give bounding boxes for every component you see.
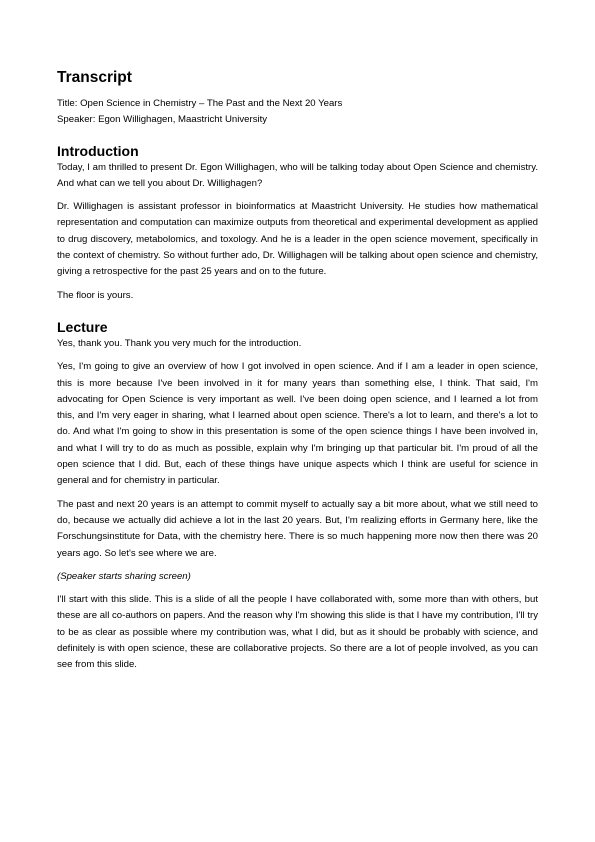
paragraph: Yes, thank you. Thank you very much for the introduction. [57, 337, 302, 349]
speaker-line: Speaker: Egon Willighagen, Maastricht University [57, 114, 268, 126]
document-page [57, 68, 538, 688]
paragraph: Today, I am thrilled to present Dr. Egon Willighagen, who will be talking today about Open Science and chemistry. And what can we tell you about Dr. Willighagen? [57, 161, 538, 189]
document-meta [57, 96, 538, 129]
paragraph: Dr. Willighagen is assistant professor in bioinformatics at Maastricht University. He studies how mathematical representation and computation can maximize outputs from theoretical and experimental development as applied to drug discovery, metabolomics, and toxology. And he is a leader in the open science movement, specifically in the context of chemistry. So without further ado, Dr. Willighagen will be talking about open science and chemistry, giving a retrospective for the past 25 years and on to the future. [57, 201, 538, 278]
paragraph: I'll start with this slide. This is a slide of all the people I have collaborated with, some more than with others, but these are all co-authors on papers. And the reason why I'm showing this slide is that I have my contribution, I'll try to be as clear as possible where my contribution was, what I did, but as it should be probably with science, and definitely is with open science, these are collaborative projects. So there are a lot of people involved, as you can see from this slide. [57, 594, 538, 671]
section-heading: Lecture [57, 318, 108, 335]
section-lecture [57, 318, 538, 674]
section-introduction [57, 142, 538, 304]
paragraph: The floor is yours. [57, 289, 134, 301]
stage-direction: (Speaker starts sharing screen) [57, 570, 191, 582]
paragraph: Yes, I'm going to give an overview of how I got involved in open science. And if I am a leader in open science, this is more because I've been involved in it for many years than something else, I think. That said, I'm advocating for Open Science is very important as well. I've been doing open science, and I learned a lot from this, and I'm very eager in sharing, what I learned about open science. There's a lot to learn, and there's a lot to do. And what I'm going to show in this presentation is some of the open science things I have been involved in, and what I will try to do as much as possible, explain why I'm bringing up that particular bit. I'm proud of all the open science that I did. But, each of these things have unique aspects which I think are useful for science in general and for chemistry in particular. [57, 361, 538, 487]
section-heading: Introduction [57, 142, 139, 159]
title-line: Title: Open Science in Chemistry – The Past and the Next 20 Years [57, 98, 343, 109]
paragraph: The past and next 20 years is an attempt to commit myself to actually say a bit more about, what we still need to do, because we actually did achieve a lot in the last 20 years. But, I'm realizing efforts in Germany here, like the Forschungsinstitute for Data, with the chemistry here. There is so much happening more now then there was 20 years ago. So let's see where we are. [57, 498, 538, 559]
document-heading: Transcript [57, 69, 132, 86]
